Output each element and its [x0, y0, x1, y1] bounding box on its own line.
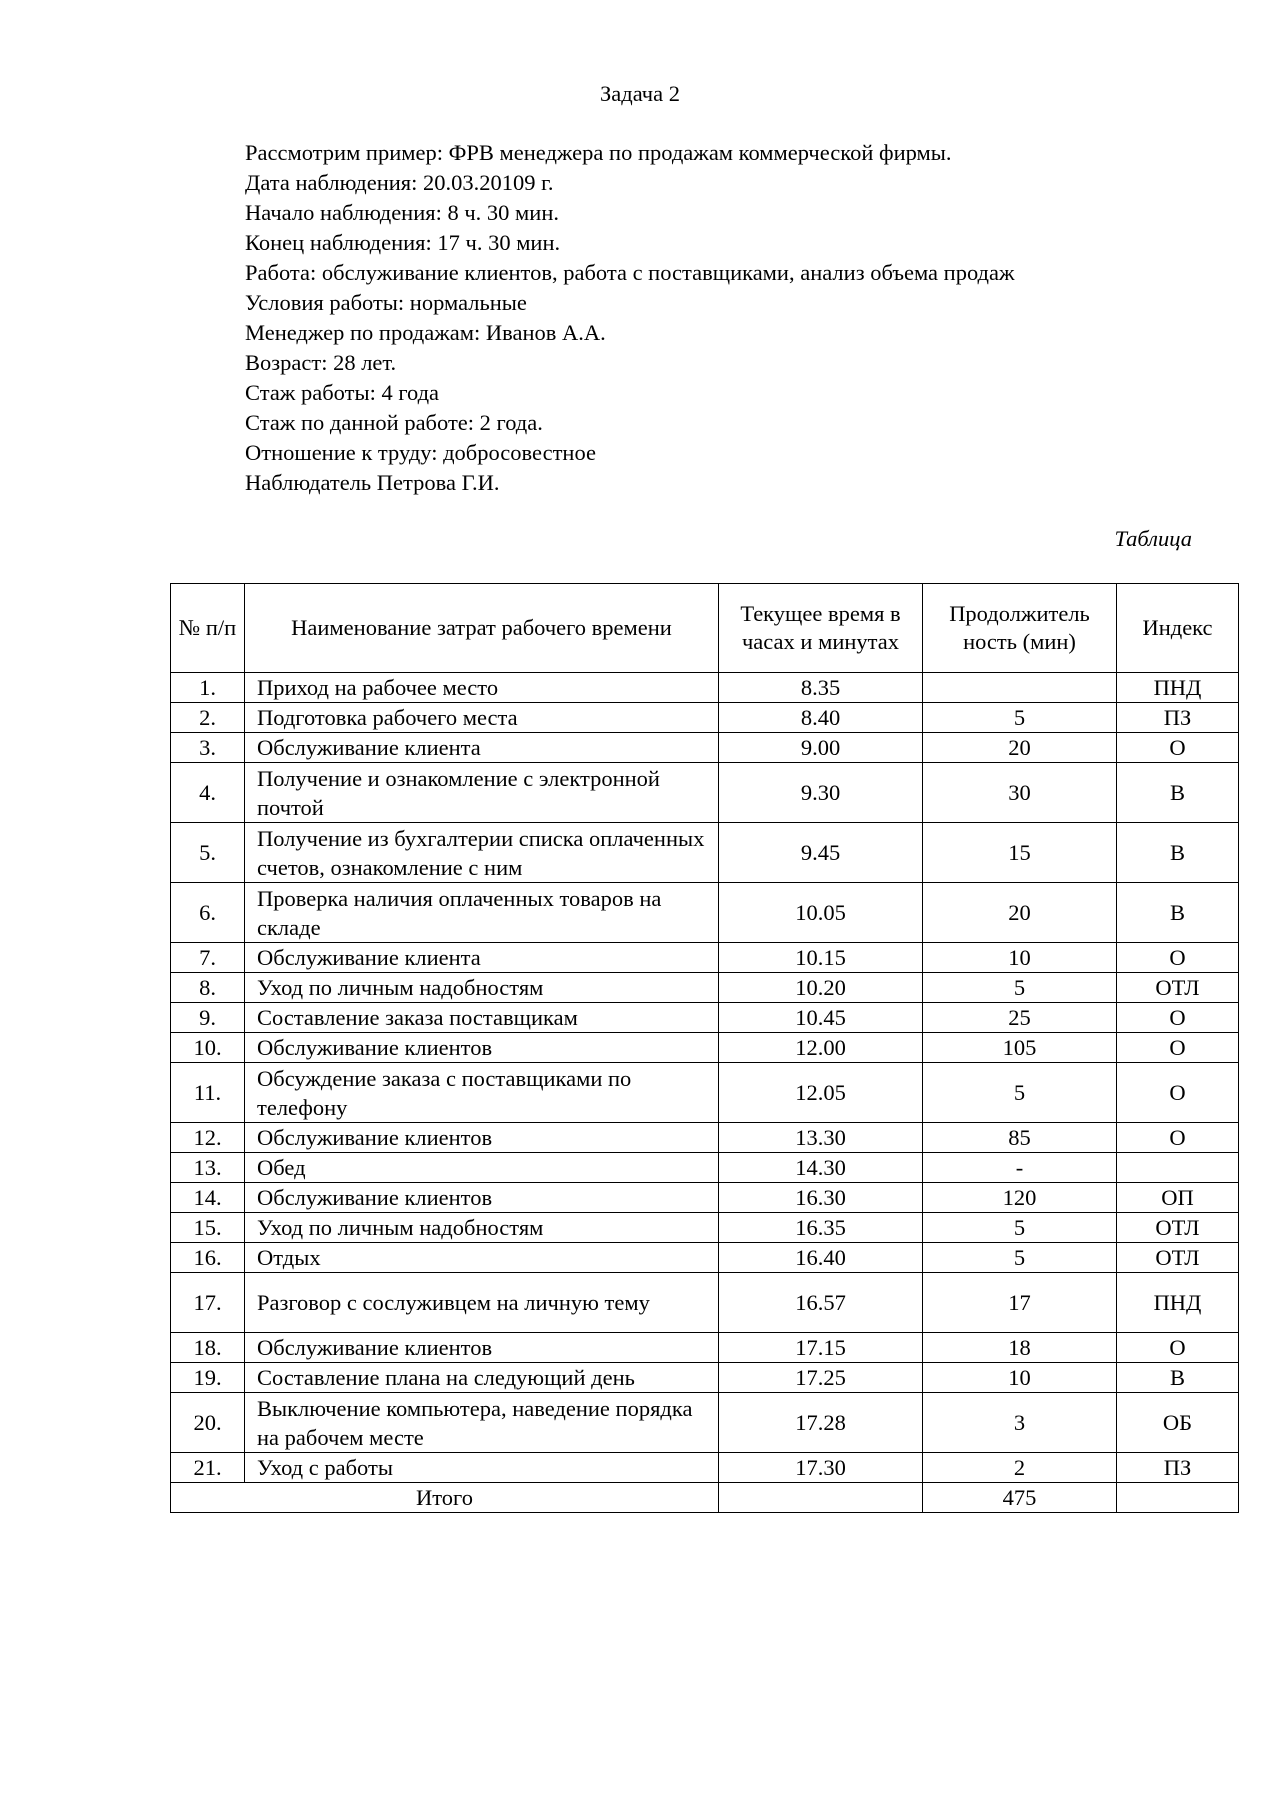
- cell-num: 15.: [171, 1213, 245, 1243]
- table-total-row: [171, 1483, 1239, 1513]
- cell-time: 17.28: [719, 1393, 923, 1453]
- cell-time: 9.45: [719, 823, 923, 883]
- cell-name: Получение из бухгалтерии списка оплаченных счетов, ознакомление с ним: [245, 823, 719, 883]
- table-row: [171, 883, 1239, 943]
- cell-duration: 5: [923, 1213, 1117, 1243]
- cell-num: 19.: [171, 1363, 245, 1393]
- cell-name: Составление заказа поставщикам: [245, 1003, 719, 1033]
- cell-duration: 18: [923, 1333, 1117, 1363]
- cell-name: Обслуживание клиентов: [245, 1123, 719, 1153]
- cell-name: Обслуживание клиентов: [245, 1183, 719, 1213]
- total-index: [1117, 1483, 1239, 1513]
- cell-duration: 105: [923, 1033, 1117, 1063]
- cell-duration: -: [923, 1153, 1117, 1183]
- cell-num: 21.: [171, 1453, 245, 1483]
- table-row: [171, 943, 1239, 973]
- cell-num: 13.: [171, 1153, 245, 1183]
- cell-duration: 85: [923, 1123, 1117, 1153]
- table-row: [171, 1183, 1239, 1213]
- cell-name: Обслуживание клиентов: [245, 1033, 719, 1063]
- cell-duration: [923, 673, 1117, 703]
- cell-duration: 120: [923, 1183, 1117, 1213]
- cell-time: 16.35: [719, 1213, 923, 1243]
- cell-index: ПНД: [1117, 673, 1239, 703]
- cell-name: Приход на рабочее место: [245, 673, 719, 703]
- table-row: [171, 1453, 1239, 1483]
- cell-name: Уход по личным надобностям: [245, 973, 719, 1003]
- cell-index: ОТЛ: [1117, 1213, 1239, 1243]
- cell-duration: 5: [923, 703, 1117, 733]
- cell-num: 9.: [171, 1003, 245, 1033]
- table-row: [171, 1333, 1239, 1363]
- cell-time: 9.00: [719, 733, 923, 763]
- cell-name: Отдых: [245, 1243, 719, 1273]
- cell-index: В: [1117, 883, 1239, 943]
- cell-duration: 5: [923, 1063, 1117, 1123]
- cell-index: В: [1117, 823, 1239, 883]
- cell-index: [1117, 1153, 1239, 1183]
- cell-index: ОП: [1117, 1183, 1239, 1213]
- cell-index: О: [1117, 1033, 1239, 1063]
- cell-num: 5.: [171, 823, 245, 883]
- header-duration: Продолжитель ность (мин): [923, 584, 1117, 673]
- table-row: [171, 1153, 1239, 1183]
- cell-num: 1.: [171, 673, 245, 703]
- cell-duration: 2: [923, 1453, 1117, 1483]
- cell-duration: 20: [923, 883, 1117, 943]
- cell-time: 12.00: [719, 1033, 923, 1063]
- info-line: Отношение к труду: добросовестное: [245, 440, 596, 465]
- cell-index: ОБ: [1117, 1393, 1239, 1453]
- cell-index: ПЗ: [1117, 1453, 1239, 1483]
- info-line: Стаж по данной работе: 2 года.: [245, 410, 543, 435]
- info-line: Условия работы: нормальные: [245, 290, 527, 315]
- cell-name: Обед: [245, 1153, 719, 1183]
- cell-name: Обслуживание клиентов: [245, 1333, 719, 1363]
- table-row: [171, 1273, 1239, 1333]
- table-row: [171, 1003, 1239, 1033]
- info-line: Наблюдатель Петрова Г.И.: [245, 470, 500, 495]
- observation-info: [245, 138, 1015, 498]
- table-row: [171, 973, 1239, 1003]
- cell-time: 14.30: [719, 1153, 923, 1183]
- cell-name: Составление плана на следующий день: [245, 1363, 719, 1393]
- cell-num: 20.: [171, 1393, 245, 1453]
- cell-num: 14.: [171, 1183, 245, 1213]
- cell-duration: 5: [923, 973, 1117, 1003]
- info-line: Рассмотрим пример: ФРВ менеджера по продажам коммерческой фирмы.: [245, 140, 952, 165]
- table-row: [171, 1123, 1239, 1153]
- cell-time: 12.05: [719, 1063, 923, 1123]
- cell-duration: 25: [923, 1003, 1117, 1033]
- cell-duration: 17: [923, 1273, 1117, 1333]
- cell-index: О: [1117, 1123, 1239, 1153]
- info-line: Менеджер по продажам: Иванов А.А.: [245, 320, 606, 345]
- cell-num: 12.: [171, 1123, 245, 1153]
- info-line: Работа: обслуживание клиентов, работа с поставщиками, анализ объема продаж: [245, 260, 1015, 285]
- cell-duration: 10: [923, 1363, 1117, 1393]
- total-time: [719, 1483, 923, 1513]
- cell-duration: 30: [923, 763, 1117, 823]
- cell-name: Проверка наличия оплаченных товаров на складе: [245, 883, 719, 943]
- cell-name: Подготовка рабочего места: [245, 703, 719, 733]
- cell-name: Уход с работы: [245, 1453, 719, 1483]
- cell-time: 8.40: [719, 703, 923, 733]
- table-row: [171, 1033, 1239, 1063]
- cell-num: 6.: [171, 883, 245, 943]
- cell-name: Выключение компьютера, наведение порядка на рабочем месте: [245, 1393, 719, 1453]
- table-header-row: [171, 584, 1239, 673]
- cell-index: ОТЛ: [1117, 973, 1239, 1003]
- cell-num: 16.: [171, 1243, 245, 1273]
- cell-time: 8.35: [719, 673, 923, 703]
- table-row: [171, 1363, 1239, 1393]
- table-body: [171, 673, 1239, 1513]
- cell-num: 7.: [171, 943, 245, 973]
- cell-time: 10.05: [719, 883, 923, 943]
- cell-time: 16.40: [719, 1243, 923, 1273]
- info-line: Дата наблюдения: 20.03.20109 г.: [245, 170, 554, 195]
- cell-name: Разговор с сослуживцем на личную тему: [245, 1273, 719, 1333]
- cell-time: 13.30: [719, 1123, 923, 1153]
- cell-time: 17.15: [719, 1333, 923, 1363]
- table-row: [171, 1393, 1239, 1453]
- cell-time: 16.30: [719, 1183, 923, 1213]
- header-num: № п/п: [171, 584, 245, 673]
- cell-time: 9.30: [719, 763, 923, 823]
- table-row: [171, 673, 1239, 703]
- table-row: [171, 1243, 1239, 1273]
- cell-num: 10.: [171, 1033, 245, 1063]
- work-time-table: [170, 583, 1239, 1513]
- table-row: [171, 763, 1239, 823]
- info-line: Возраст: 28 лет.: [245, 350, 397, 375]
- header-index: Индекс: [1117, 584, 1239, 673]
- info-line: Стаж работы: 4 года: [245, 380, 440, 405]
- cell-num: 2.: [171, 703, 245, 733]
- cell-duration: 10: [923, 943, 1117, 973]
- cell-num: 11.: [171, 1063, 245, 1123]
- cell-duration: 20: [923, 733, 1117, 763]
- table-row: [171, 1063, 1239, 1123]
- table-row: [171, 733, 1239, 763]
- cell-index: ПНД: [1117, 1273, 1239, 1333]
- table-row: [171, 703, 1239, 733]
- cell-duration: 3: [923, 1393, 1117, 1453]
- cell-name: Получение и ознакомление с электронной почтой: [245, 763, 719, 823]
- total-label: Итого: [171, 1483, 719, 1513]
- header-time: Текущее время в часах и минутах: [719, 584, 923, 673]
- cell-index: В: [1117, 763, 1239, 823]
- total-duration: 475: [923, 1483, 1117, 1513]
- cell-name: Обслуживание клиента: [245, 733, 719, 763]
- cell-num: 17.: [171, 1273, 245, 1333]
- cell-index: ПЗ: [1117, 703, 1239, 733]
- cell-name: Уход по личным надобностям: [245, 1213, 719, 1243]
- cell-index: О: [1117, 1003, 1239, 1033]
- cell-name: Обслуживание клиента: [245, 943, 719, 973]
- info-line: Конец наблюдения: 17 ч. 30 мин.: [245, 230, 561, 255]
- page-title: Задача 2: [600, 81, 680, 106]
- info-line: Начало наблюдения: 8 ч. 30 мин.: [245, 200, 560, 225]
- cell-time: 17.25: [719, 1363, 923, 1393]
- cell-index: О: [1117, 943, 1239, 973]
- table-row: [171, 1213, 1239, 1243]
- cell-duration: 15: [923, 823, 1117, 883]
- cell-time: 10.15: [719, 943, 923, 973]
- cell-num: 8.: [171, 973, 245, 1003]
- cell-num: 3.: [171, 733, 245, 763]
- table-row: [171, 823, 1239, 883]
- cell-time: 17.30: [719, 1453, 923, 1483]
- cell-index: О: [1117, 1063, 1239, 1123]
- table-caption: Таблица: [1114, 526, 1192, 551]
- cell-name: Обсуждение заказа с поставщиками по телефону: [245, 1063, 719, 1123]
- cell-num: 4.: [171, 763, 245, 823]
- cell-index: О: [1117, 1333, 1239, 1363]
- cell-index: О: [1117, 733, 1239, 763]
- cell-time: 16.57: [719, 1273, 923, 1333]
- cell-index: ОТЛ: [1117, 1243, 1239, 1273]
- cell-num: 18.: [171, 1333, 245, 1363]
- cell-time: 10.45: [719, 1003, 923, 1033]
- header-name: Наименование затрат рабочего времени: [245, 584, 719, 673]
- cell-time: 10.20: [719, 973, 923, 1003]
- cell-duration: 5: [923, 1243, 1117, 1273]
- cell-index: В: [1117, 1363, 1239, 1393]
